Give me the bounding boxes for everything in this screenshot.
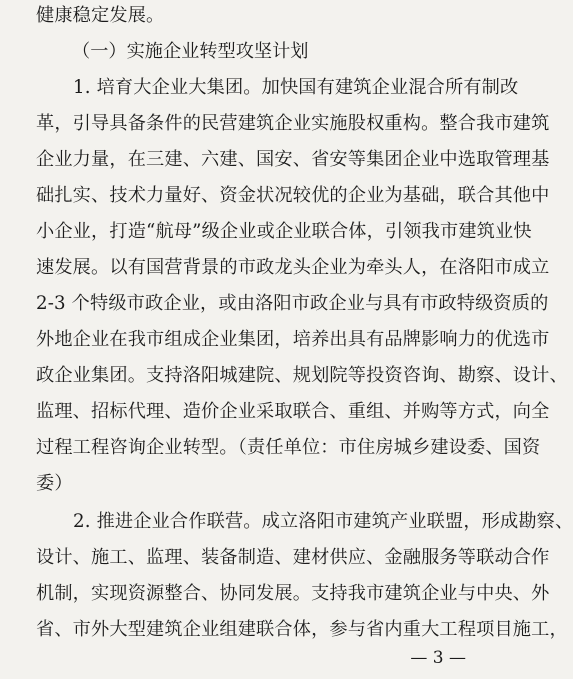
section-heading: （一）实施企业转型攻坚计划	[72, 41, 309, 62]
paragraph-1-line-6: 速发展。以有国营背景的市政龙头企业为牵头人，在洛阳市成立	[36, 257, 550, 278]
paragraph-1-line-8: 外地企业在我市组成企业集团，培养出具有品牌影响力的优选市	[36, 329, 550, 350]
paragraph-1-line-7: 2-3 个特级市政企业，或由洛阳市政企业与具有市政特级资质的	[36, 293, 549, 314]
paragraph-2-line-3: 机制，实现资源整合、协同发展。支持我市建筑企业与中央、外	[36, 583, 550, 604]
paragraph-1-line-1: 1. 培育大企业大集团。加快国有建筑企业混合所有制改	[73, 77, 519, 98]
paragraph-1-line-5: 小企业，打造“航母”级企业或企业联合体，引领我市建筑业快	[36, 221, 532, 242]
page-number: — 3 —	[410, 648, 466, 668]
top-line: 健康稳定发展。	[36, 5, 165, 26]
paragraph-1-line-11: 过程工程咨询企业转型。（责任单位：市住房城乡建设委、国资	[36, 437, 541, 458]
paragraph-1-line-4: 础扎实、技术力量好、资金状况较优的企业为基础，联合其他中	[36, 185, 550, 206]
paragraph-2-line-4: 省、市外大型建筑企业组建联合体，参与省内重大工程项目施工，	[36, 619, 568, 640]
paragraph-2-line-1: 2. 推进企业合作联营。成立洛阳市建筑产业联盟，形成勘察、	[73, 511, 573, 532]
paragraph-1-line-10: 监理、招标代理、造价企业采取联合、重组、并购等方式，向全	[36, 401, 550, 422]
paragraph-1-line-9: 政企业集团。支持洛阳城建院、规划院等投资咨询、勘察、设计、	[36, 365, 568, 386]
paragraph-1-line-2: 革，引导具备条件的民营建筑企业实施股权重构。整合我市建筑	[36, 113, 550, 134]
paragraph-1-line-12: 委）	[36, 473, 73, 494]
paragraph-1-line-3: 企业力量，在三建、六建、国安、省安等集团企业中选取管理基	[36, 149, 550, 170]
paragraph-2-line-2: 设计、施工、监理、装备制造、建材供应、金融服务等联动合作	[36, 547, 550, 568]
